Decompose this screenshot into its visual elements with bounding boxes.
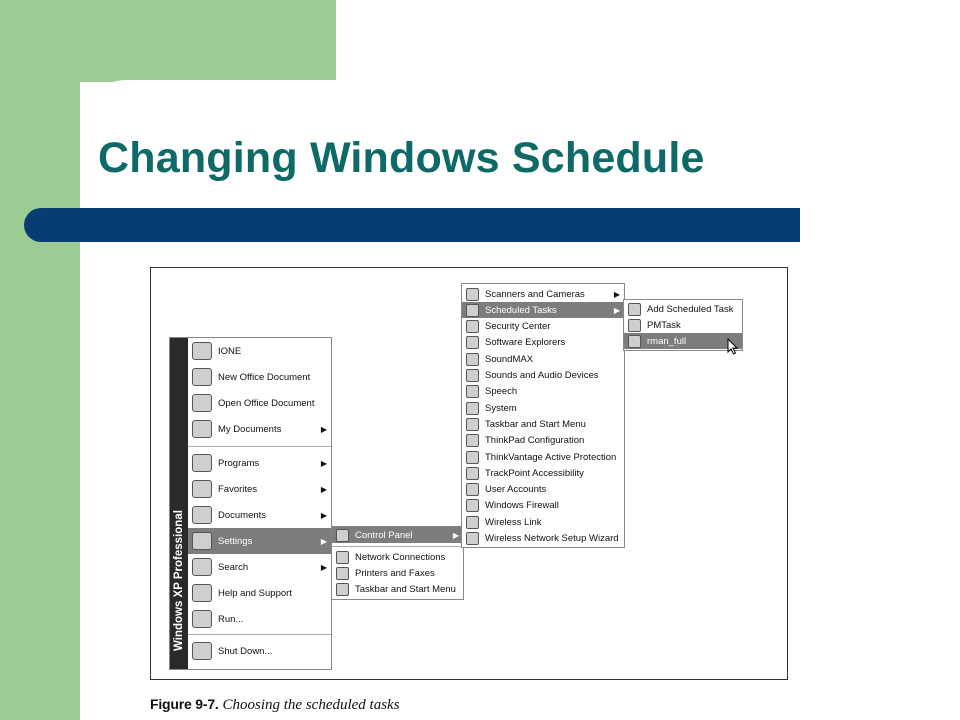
start-menu-item-shut-down[interactable]: [188, 638, 331, 664]
title-underline-bar: [24, 208, 800, 242]
start-menu-item-help-and-support[interactable]: [188, 580, 331, 606]
mouse-pointer-icon: [727, 338, 739, 355]
start-menu-item-new-office-document[interactable]: [188, 364, 331, 390]
network-icon: [336, 551, 349, 564]
star-icon: [192, 480, 212, 498]
start-menu-item-run[interactable]: [188, 606, 331, 632]
figure-label: Figure 9-7.: [150, 696, 219, 712]
control-panel-item-taskbar-and-start-menu[interactable]: [462, 416, 624, 432]
control-panel-item-label: TrackPoint Accessibility: [485, 467, 584, 479]
settings-menu-item-label: Network Connections: [355, 551, 446, 563]
submenu-arrow-icon: ▶: [613, 305, 620, 315]
control-panel-item-label: User Accounts: [485, 484, 547, 496]
control-panel-item-speech[interactable]: [462, 384, 624, 400]
start-menu-item-settings[interactable]: [188, 528, 331, 554]
open-folder-icon: [192, 394, 212, 412]
menu-separator: [188, 634, 331, 635]
protection-icon: [466, 451, 479, 464]
settings-menu-item-label: Taskbar and Start Menu: [355, 583, 456, 595]
windows-xp-label: Windows XP Professional: [173, 510, 185, 651]
wireless-link-icon: [466, 516, 479, 529]
control-panel-item-software-explorers[interactable]: [462, 335, 624, 351]
control-panel-item-trackpoint-accessibility[interactable]: [462, 465, 624, 481]
chat-icon: [192, 342, 212, 360]
control-panel-submenu: [461, 283, 625, 548]
start-menu-item-label: New Office Document: [218, 371, 311, 383]
control-panel-item-scanners-and-cameras[interactable]: [462, 286, 624, 302]
start-menu-item-documents[interactable]: [188, 502, 331, 528]
settings-submenu: [331, 526, 464, 600]
control-panel-item-sounds-and-audio-devices[interactable]: [462, 368, 624, 384]
menu-separator: [332, 546, 463, 547]
control-panel-item-thinkpad-configuration[interactable]: [462, 433, 624, 449]
start-menu-item-search[interactable]: [188, 554, 331, 580]
control-panel-item-label: SoundMAX: [485, 353, 534, 365]
programs-icon: [192, 454, 212, 472]
submenu-arrow-icon: ▶: [320, 510, 327, 520]
control-panel-item-label: ThinkVantage Active Protection: [485, 451, 617, 463]
start-menu-item-ione[interactable]: [188, 338, 331, 364]
submenu-arrow-icon: ▶: [320, 536, 327, 546]
control-panel-item-scheduled-tasks[interactable]: [462, 302, 624, 318]
scheduled-tasks-item-rman-full[interactable]: [624, 333, 742, 349]
shield-icon: [466, 320, 479, 333]
taskbar-icon: [466, 418, 479, 431]
start-menu-item-programs[interactable]: [188, 450, 331, 476]
settings-menu-item-label: Control Panel: [355, 529, 413, 541]
search-icon: [192, 558, 212, 576]
settings-menu-item-control-panel[interactable]: [332, 527, 463, 543]
recent-documents-icon: [192, 506, 212, 524]
control-panel-item-label: Wireless Network Setup Wizard: [485, 533, 619, 544]
help-icon: [192, 584, 212, 602]
settings-menu-item-taskbar-and-start-menu[interactable]: [332, 581, 463, 597]
start-menu-side-strip: [170, 338, 188, 669]
control-panel-item-wireless-network-setup-wizard[interactable]: [462, 531, 624, 547]
scheduled-tasks-item-label: Add Scheduled Task: [647, 303, 734, 315]
software-icon: [466, 336, 479, 349]
green-side-stripe: [0, 0, 80, 720]
scheduled-tasks-item-pmtask[interactable]: [624, 317, 742, 333]
start-menu-item-label: Settings: [218, 535, 253, 547]
control-panel-item-user-accounts[interactable]: [462, 482, 624, 498]
submenu-arrow-icon: ▶: [320, 424, 327, 434]
control-panel-item-label: Speech: [485, 386, 518, 398]
settings-icon: [192, 532, 212, 550]
new-document-icon: [192, 368, 212, 386]
control-panel-item-soundmax[interactable]: [462, 351, 624, 367]
control-panel-item-label: System: [485, 402, 517, 414]
scheduled-tasks-item-add-scheduled-task[interactable]: [624, 301, 742, 317]
task-icon: [628, 319, 641, 332]
printer-icon: [336, 567, 349, 580]
control-panel-item-windows-firewall[interactable]: [462, 498, 624, 514]
control-panel-item-label: Scheduled Tasks: [485, 304, 557, 316]
settings-menu-item-label: Printers and Faxes: [355, 567, 435, 579]
figure-caption-text: Choosing the scheduled tasks: [222, 697, 400, 713]
thinkpad-icon: [466, 434, 479, 447]
control-panel-item-label: Sounds and Audio Devices: [485, 370, 599, 381]
control-panel-item-system[interactable]: [462, 400, 624, 416]
soundmax-icon: [466, 353, 479, 366]
control-panel-item-label: Taskbar and Start Menu: [485, 418, 586, 430]
start-menu-item-label: Programs: [218, 457, 260, 469]
start-menu: [169, 337, 332, 670]
start-menu-item-label: Open Office Document: [218, 397, 315, 409]
control-panel-item-label: Software Explorers: [485, 337, 566, 349]
scheduled-tasks-icon: [466, 304, 479, 317]
control-panel-item-wireless-link[interactable]: [462, 514, 624, 530]
control-panel-item-label: Wireless Link: [485, 516, 542, 528]
start-menu-item-label: Favorites: [218, 483, 258, 495]
power-icon: [192, 642, 212, 660]
screenshot-figure: [150, 267, 788, 680]
slide-title: Changing Windows Schedule: [98, 134, 705, 182]
submenu-arrow-icon: ▶: [452, 530, 459, 540]
submenu-arrow-icon: ▶: [320, 484, 327, 494]
start-menu-item-label: Shut Down...: [218, 645, 273, 657]
start-menu-item-open-office-document[interactable]: [188, 390, 331, 416]
firewall-icon: [466, 499, 479, 512]
control-panel-item-thinkvantage-active-protection[interactable]: [462, 449, 624, 465]
scanner-icon: [466, 288, 479, 301]
control-panel-item-label: Windows Firewall: [485, 500, 559, 512]
task-icon: [628, 335, 641, 348]
start-menu-item-my-documents[interactable]: [188, 416, 331, 442]
scheduled-tasks-submenu: [623, 299, 743, 351]
control-panel-item-label: ThinkPad Configuration: [485, 435, 585, 447]
users-icon: [466, 483, 479, 496]
control-panel-item-security-center[interactable]: [462, 319, 624, 335]
wireless-wizard-icon: [466, 532, 479, 545]
start-menu-item-favorites[interactable]: [188, 476, 331, 502]
submenu-arrow-icon: ▶: [613, 289, 620, 299]
control-panel-item-label: Scanners and Cameras: [485, 288, 585, 300]
start-menu-item-label: Run...: [218, 613, 244, 625]
settings-menu-item-printers-and-faxes[interactable]: [332, 565, 463, 581]
start-menu-item-label: Search: [218, 561, 249, 573]
figure-caption: [150, 696, 400, 714]
documents-icon: [192, 420, 212, 438]
control-panel-item-label: Security Center: [485, 321, 551, 333]
scheduled-tasks-item-label: rman_full: [647, 335, 687, 347]
taskbar-icon: [336, 583, 349, 596]
start-menu-item-label: Documents: [218, 509, 267, 521]
start-menu-item-label: Help and Support: [218, 587, 292, 599]
submenu-arrow-icon: ▶: [320, 562, 327, 572]
add-task-icon: [628, 303, 641, 316]
start-menu-item-label: IONE: [218, 345, 242, 357]
run-icon: [192, 610, 212, 628]
speech-icon: [466, 385, 479, 398]
trackpoint-icon: [466, 467, 479, 480]
submenu-arrow-icon: ▶: [320, 458, 327, 468]
speaker-icon: [466, 369, 479, 382]
scheduled-tasks-item-label: PMTask: [647, 319, 681, 331]
system-icon: [466, 402, 479, 415]
menu-separator: [188, 446, 331, 447]
settings-menu-item-network-connections[interactable]: [332, 549, 463, 565]
start-menu-item-label: My Documents: [218, 423, 282, 435]
control-panel-icon: [336, 529, 349, 542]
